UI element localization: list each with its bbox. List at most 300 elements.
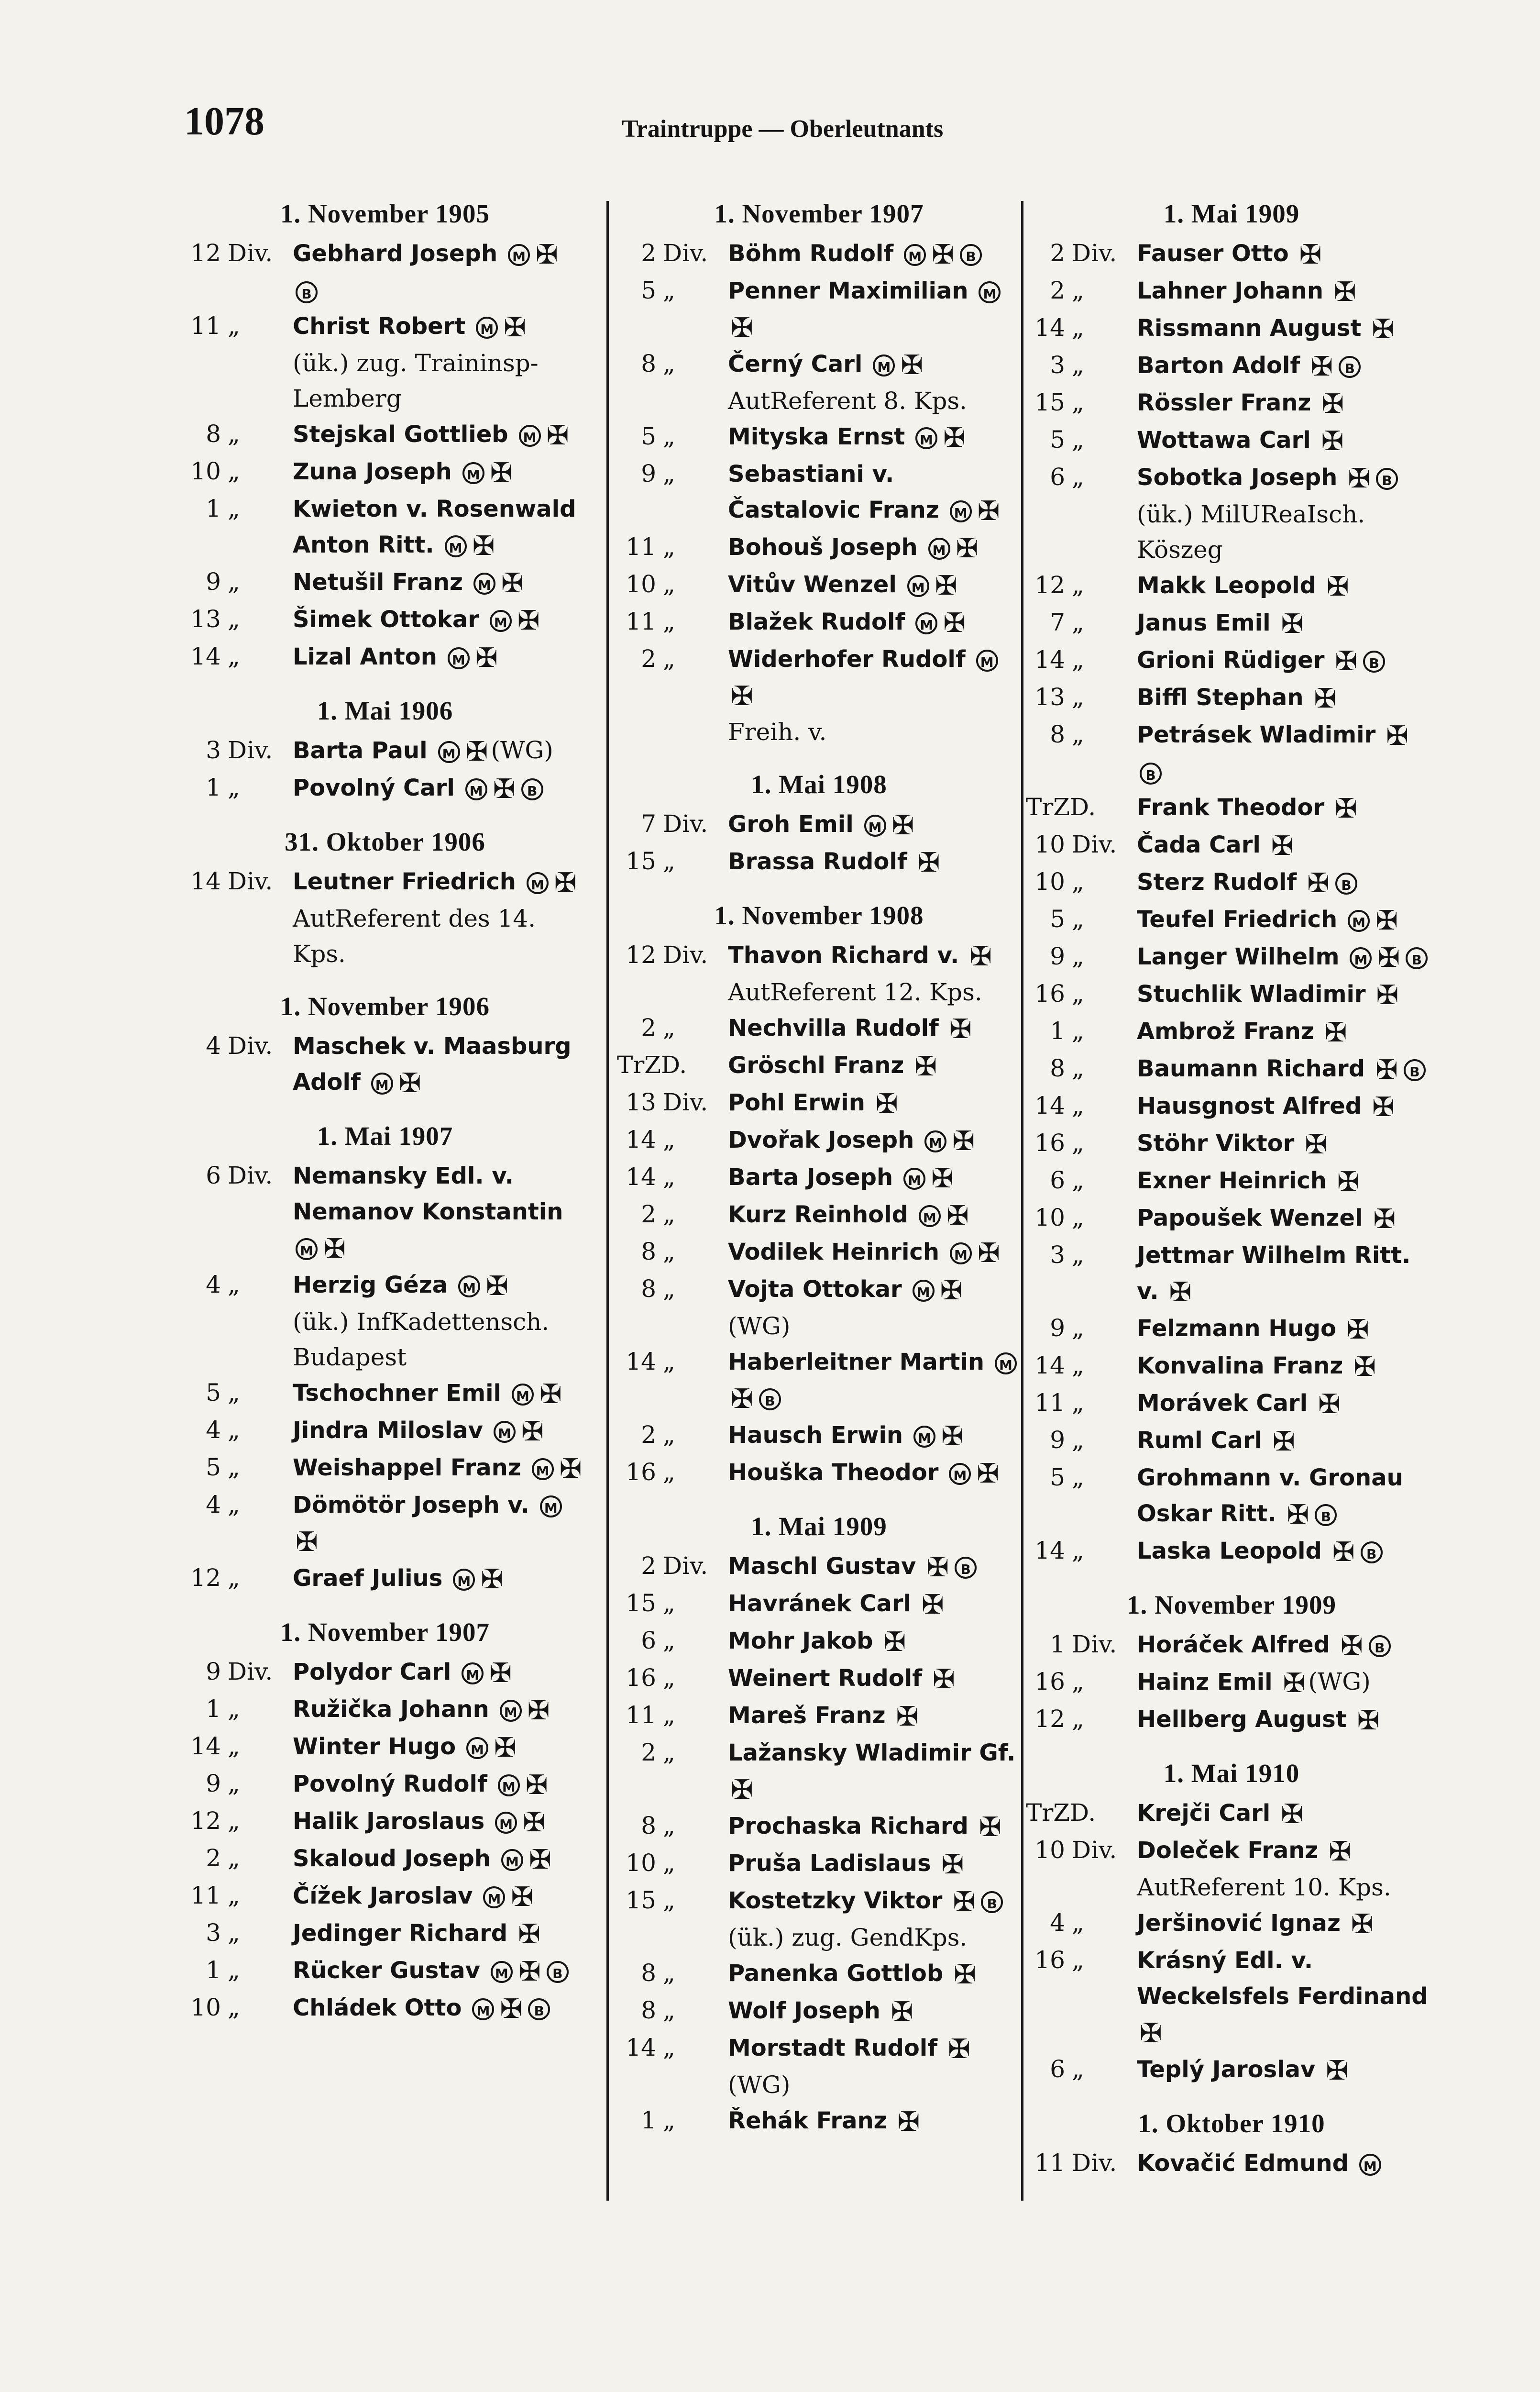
merit-cross-icon: ✠ [1272,1426,1295,1457]
merit-cross-icon: ✠ [1326,571,1349,602]
merit-cross-icon: ✠ [941,1421,964,1452]
entry-body [293,1158,588,1267]
medal-b-icon: B [1404,1059,1426,1081]
officer-name: Hausgnost Alfred [1137,1093,1362,1119]
officer-name: Ruml Carl [1137,1427,1263,1454]
division-abbrev: Div. [663,1088,708,1116]
division-number: 15 [626,847,656,875]
officer-entry [1026,789,1437,827]
merit-cross-icon: ✠ [1333,277,1356,308]
merit-cross-icon: ✠ [1310,351,1333,382]
division-number: 4 [206,1416,221,1444]
officer-entry [182,1803,588,1840]
entry-body [1137,1237,1437,1310]
division-ref [1026,1163,1137,1198]
division-abbrev: „ [1072,314,1084,342]
division-ref [617,937,728,973]
entry-body [728,235,1021,273]
medal-m-icon: M [532,1458,554,1480]
division-number: 14 [626,1163,656,1191]
officer-name: Stuchlik Wladimir [1137,981,1366,1008]
merit-cross-icon: ✠ [528,1844,551,1875]
entry-body [293,1412,588,1450]
division-number: 11 [626,1701,656,1729]
officer-entry [617,1697,1021,1735]
division-abbrev: „ [228,1379,240,1406]
merit-cross-icon: ✠ [523,1807,545,1838]
division-abbrev: „ [663,350,675,377]
officer-name: Frank Theodor [1137,794,1325,821]
merit-cross-icon: ✠ [504,312,527,343]
entry-body [1137,789,1437,827]
division-number: 1 [206,495,221,522]
entry-body [293,1487,588,1560]
division-abbrev: „ [663,1589,675,1617]
entry-body [293,1952,588,1990]
officer-name: Jeršinović Ignaz [1137,1910,1341,1937]
entry-body [1137,1125,1437,1163]
division-number: 12 [190,1807,221,1835]
officer-name: Makk Leopold [1137,572,1316,599]
division-ref [617,1122,728,1157]
officer-entry [182,1158,588,1267]
merit-cross-icon: ✠ [1299,239,1322,270]
merit-cross-icon: ✠ [1283,1668,1306,1699]
officer-entry [182,1878,588,1915]
division-ref [1026,567,1137,603]
merit-cross-icon: ✠ [546,420,569,451]
medal-m-icon: M [1348,910,1370,932]
division-ref [1026,235,1137,271]
merit-cross-icon: ✠ [1334,793,1357,824]
division-ref [617,1159,728,1195]
entry-body [293,1267,588,1375]
medal-m-icon: M [864,815,886,837]
division-ref [1026,1125,1137,1161]
officer-name: Hellberg August [1137,1706,1347,1733]
division-ref [1026,939,1137,974]
officer-name: Biffl Stephan [1137,684,1304,711]
date-heading: 1. Mai 1910 [1163,1759,1300,1788]
division-abbrev: „ [1072,1092,1084,1119]
division-abbrev: „ [228,1416,240,1444]
date-heading: 31. Oktober 1906 [285,827,485,856]
merit-cross-icon: ✠ [554,867,577,898]
division-abbrev: „ [228,1732,240,1760]
merit-cross-icon: ✠ [1346,1314,1369,1345]
division-number: 2 [206,1844,221,1872]
division-ref [182,1158,293,1193]
medal-m-icon: M [540,1495,562,1517]
division-number: 5 [1050,905,1065,933]
division-ref [1026,273,1137,308]
division-number: TrZD. [1026,793,1096,821]
merit-cross-icon: ✠ [398,1068,421,1099]
division-abbrev: „ [228,1882,240,1909]
medal-m-icon: M [448,647,470,669]
entry-body [293,491,588,564]
officer-entry [182,1028,588,1101]
entry-body [728,1623,1021,1660]
medal-m-icon: M [1350,947,1372,969]
medal-m-icon: M [904,244,926,266]
merit-cross-icon: ✠ [517,605,540,636]
division-abbrev: „ [1072,1909,1084,1937]
division-abbrev: „ [1072,1054,1084,1082]
merit-cross-icon: ✠ [1314,683,1337,714]
division-ref [1026,1051,1137,1086]
medal-m-icon: M [527,872,549,894]
division-ref [1026,347,1137,383]
division-ref [1026,1942,1137,1978]
officer-entry [182,732,588,770]
division-ref [182,1952,293,1988]
division-number: 2 [641,1200,656,1228]
officer-name: Weishappel Franz [293,1454,521,1481]
date-heading: 1. November 1907 [280,1617,490,1647]
officer-name: Maschek v. Maasburg Adolf [293,1033,572,1096]
officer-name: Černý Carl [728,351,863,377]
division-ref [182,1728,293,1764]
merit-cross-icon: ✠ [1373,1204,1396,1235]
medal-b-icon: B [1363,651,1385,673]
entry-body [728,1010,1021,1047]
merit-cross-icon: ✠ [521,1416,544,1447]
merit-cross-icon: ✠ [896,1701,919,1732]
division-number: 9 [1050,1314,1065,1342]
division-ref [182,308,293,343]
medal-m-icon: M [950,500,972,522]
division-abbrev: Div. [663,239,708,267]
officer-entry [182,1840,588,1878]
division-number: 9 [1050,942,1065,970]
medal-b-icon: B [1376,468,1398,490]
medal-b-icon: B [1339,356,1361,378]
officer-entry [1026,717,1437,789]
officer-entry [182,491,588,564]
division-abbrev: „ [1072,388,1084,416]
officer-entry [182,1267,588,1375]
division-abbrev: „ [663,608,675,635]
division-abbrev: „ [663,1664,675,1692]
entry-body [1137,605,1437,642]
division-ref [182,1450,293,1485]
division-ref [1026,1701,1137,1737]
merit-cross-icon: ✠ [1305,1129,1328,1160]
officer-name: Pruša Ladislaus [728,1850,931,1877]
division-abbrev: „ [1072,426,1084,454]
division-number: 3 [1050,1241,1065,1269]
division-abbrev: „ [1072,1426,1084,1454]
division-ref [182,491,293,526]
division-ref [1026,789,1137,825]
entry-body [293,416,588,454]
date-heading: 1. Oktober 1910 [1138,2109,1325,2138]
division-abbrev: „ [228,1271,240,1298]
officer-name: Brassa Rudolf [728,848,907,875]
column-divider [1021,201,1023,2201]
medal-m-icon: M [915,427,937,449]
merit-cross-icon: ✠ [1326,2055,1349,2086]
officer-name: Tschochner Emil [293,1380,501,1406]
officer-name: Skaloud Joseph [293,1845,491,1872]
division-number: 2 [641,1421,656,1449]
merit-cross-icon: ✠ [527,1695,550,1726]
division-number: 4 [206,1491,221,1518]
entry-body [1137,1051,1437,1088]
division-ref [1026,1832,1137,1868]
division-number: 7 [641,810,656,838]
division-number: 11 [626,533,656,561]
officer-entry [617,1417,1021,1454]
officer-name: Leutner Friedrich [293,868,516,895]
division-ref [182,1487,293,1522]
division-abbrev: „ [1072,1705,1084,1733]
division-number: 9 [1050,1426,1065,1454]
officer-entry [617,1883,1021,1955]
entry-note: (WG) [728,1312,791,1340]
entry-note: (WG) [728,2071,791,2099]
merit-cross-icon: ✠ [1357,1705,1380,1736]
division-abbrev: „ [1072,980,1084,1008]
merit-cross-icon: ✠ [1372,1092,1395,1123]
division-number: 14 [190,642,221,670]
division-abbrev: „ [663,1627,675,1654]
officer-name: Teufel Friedrich [1137,906,1338,933]
entry-body [293,1840,588,1878]
division-abbrev: „ [663,1996,675,2024]
officer-entry [1026,642,1437,679]
entry-body [728,937,1021,1010]
division-number: 11 [1034,2149,1065,2177]
merit-cross-icon: ✠ [490,457,513,488]
officer-name: Polydor Carl [293,1659,451,1685]
officer-entry [1026,1832,1437,1905]
entry-note: AutReferent 12. Kps. [728,978,982,1006]
officer-name: Lažansky Wladimir Gf. [728,1739,1016,1766]
division-ref [1026,827,1137,862]
officer-name: Wottawa Carl [1137,427,1311,454]
officer-entry [617,1955,1021,1993]
officer-name: Hausch Erwin [728,1422,903,1449]
division-ref [182,770,293,805]
division-ref [617,604,728,639]
medal-b-icon: B [547,1961,569,1983]
officer-entry [182,1728,588,1766]
division-ref [617,1454,728,1490]
medal-m-icon: M [462,462,484,484]
medal-m-icon: M [466,1737,488,1759]
division-ref [617,346,728,381]
merit-cross-icon: ✠ [1287,1499,1309,1530]
division-number: 14 [190,1732,221,1760]
entry-body [1137,1664,1437,1701]
division-abbrev: „ [663,847,675,875]
officer-name: Hainz Emil [1137,1669,1273,1695]
entry-body [293,1915,588,1952]
officer-name: Jettmar Wilhelm Ritt. v. [1137,1242,1411,1305]
division-number: 5 [641,422,656,450]
division-number: 2 [1050,277,1065,304]
medal-m-icon: M [465,778,487,800]
division-abbrev: „ [228,1993,240,2021]
division-abbrev: „ [663,570,675,598]
division-abbrev: „ [663,1812,675,1839]
division-ref [1026,2051,1137,2087]
officer-name: Petrásek Wladimir [1137,721,1376,748]
officer-name: Gebhard Joseph [293,240,498,267]
division-ref [1026,310,1137,345]
entry-body [1137,717,1437,789]
merit-cross-icon: ✠ [875,1088,898,1119]
division-abbrev: „ [663,1200,675,1228]
division-number: 11 [1034,1389,1065,1417]
division-abbrev: „ [1072,1463,1084,1491]
division-abbrev: Div. [663,941,708,969]
merit-cross-icon: ✠ [731,1384,753,1415]
officer-name: Pohl Erwin [728,1089,865,1116]
division-number: 3 [206,736,221,764]
division-number: 5 [206,1379,221,1406]
merit-cross-icon: ✠ [731,681,753,712]
officer-name: Papoušek Wenzel [1137,1205,1363,1231]
merit-cross-icon: ✠ [1353,1351,1376,1383]
division-ref [617,1623,728,1658]
medal-b-icon: B [1406,947,1428,969]
date-heading: 1. November 1906 [280,992,490,1021]
medal-b-icon: B [1315,1504,1337,1526]
entry-note: (ük.) MilUReaIsch. Köszeg [1137,500,1365,564]
officer-entry [617,1234,1021,1271]
officer-entry [617,456,1021,529]
merit-cross-icon: ✠ [1271,831,1294,862]
merit-cross-icon: ✠ [933,1664,955,1695]
officer-entry [1026,1088,1437,1125]
officer-name: Grioni Rüdiger [1137,647,1325,674]
division-number: 16 [1034,980,1065,1008]
division-number: 10 [190,1993,221,2021]
merit-cross-icon: ✠ [921,1589,944,1620]
division-abbrev: „ [228,1564,240,1592]
officer-entry [1026,459,1437,567]
division-ref [182,1412,293,1448]
division-number: 13 [626,1088,656,1116]
officer-name: Laska Leopold [1137,1538,1322,1564]
medal-m-icon: M [490,610,512,632]
division-ref [182,1766,293,1801]
entry-body [728,1344,1021,1417]
officer-name: Čada Carl [1137,831,1261,858]
merit-cross-icon: ✠ [914,1051,937,1082]
merit-cross-icon: ✠ [1375,905,1398,936]
entry-body [293,732,588,770]
officer-entry [1026,939,1437,976]
medal-m-icon: M [919,1205,941,1227]
division-abbrev: „ [1072,646,1084,674]
officer-name: Widerhofer Rudolf [728,646,966,673]
entry-body [728,1845,1021,1883]
entry-body [728,806,1021,843]
officer-entry [617,1047,1021,1085]
division-number: 2 [641,239,656,267]
merit-cross-icon: ✠ [952,1126,975,1157]
division-ref [617,1993,728,2028]
merit-cross-icon: ✠ [977,1458,1000,1489]
officer-entry [1026,1237,1437,1310]
merit-cross-icon: ✠ [917,847,940,878]
division-ref [1026,1200,1137,1235]
division-abbrev: „ [1072,1204,1084,1231]
officer-name: Vitův Wenzel [728,571,897,598]
division-number: 6 [1050,2055,1065,2083]
entry-body [728,566,1021,604]
division-ref [182,1375,293,1410]
officer-entry [182,454,588,491]
division-number: 5 [1050,426,1065,454]
entry-body [728,1159,1021,1196]
officer-name: Rücker Gustav [293,1957,480,1984]
officer-entry [1026,1701,1437,1739]
merit-cross-icon: ✠ [465,736,488,767]
officer-name: Langer Wilhelm [1137,943,1340,970]
division-ref [617,1344,728,1379]
division-abbrev: „ [228,774,240,801]
division-number: 12 [190,1564,221,1592]
entry-body [1137,976,1437,1013]
entry-body [728,1548,1021,1585]
officer-name: Rissmann August [1137,315,1362,342]
division-abbrev: „ [228,1956,240,1984]
merit-cross-icon: ✠ [941,1849,964,1880]
officer-name: Kovačić Edmund [1137,2150,1349,2177]
merit-cross-icon: ✠ [956,533,979,564]
division-abbrev: „ [1072,1537,1084,1564]
officer-entry [1026,1422,1437,1460]
merit-cross-icon: ✠ [1375,1054,1398,1085]
officer-name: Sebastiani v. Častalovic Franz [728,461,939,523]
merit-cross-icon: ✠ [296,1527,318,1558]
division-abbrev: „ [663,1014,675,1041]
division-number: 1 [206,774,221,801]
division-number: 2 [641,1739,656,1766]
officer-entry [617,529,1021,566]
division-ref [617,1697,728,1733]
division-number: 3 [1050,351,1065,379]
officer-entry [617,235,1021,273]
division-number: 2 [641,645,656,673]
officer-entry [1026,1533,1437,1570]
entry-body [728,1660,1021,1697]
medal-m-icon: M [498,1774,520,1796]
entry-body [728,1234,1021,1271]
division-number: 5 [1050,1463,1065,1491]
division-ref [182,1840,293,1876]
medal-m-icon: M [873,354,895,377]
officer-entry [1026,310,1437,347]
date-heading: 1. Mai 1906 [317,696,453,725]
officer-name: Mohr Jakob [728,1628,873,1654]
division-number: 9 [206,568,221,596]
entry-body [293,1803,588,1840]
merit-cross-icon: ✠ [943,608,966,639]
division-number: 4 [206,1032,221,1060]
division-number: 15 [626,1589,656,1617]
division-number: 13 [1034,683,1065,711]
division-ref [1026,2145,1137,2181]
medal-m-icon: M [296,1238,318,1260]
medal-b-icon: B [759,1388,781,1410]
entry-body [728,1417,1021,1454]
